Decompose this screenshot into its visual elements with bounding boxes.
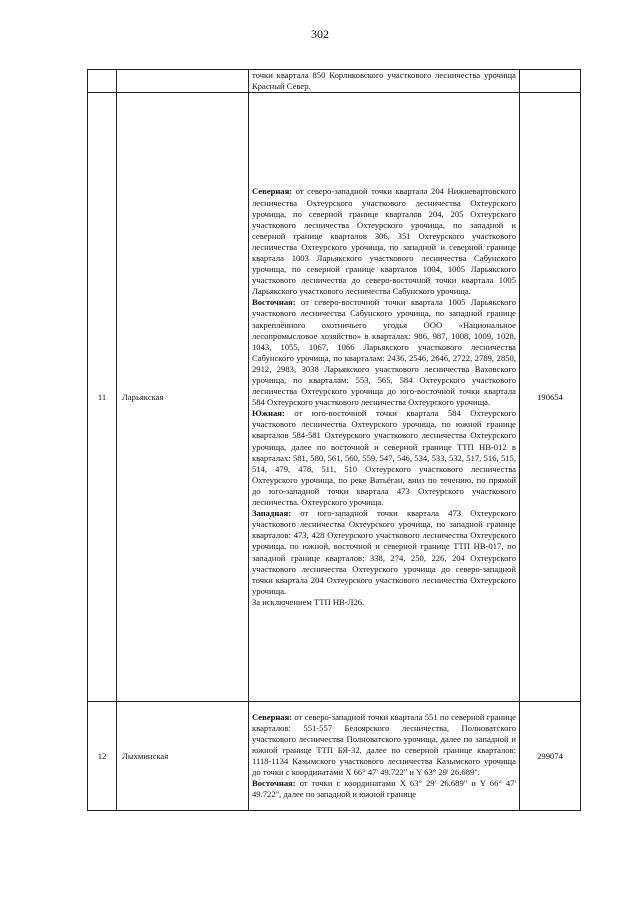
boundary-body: За исключением ТТП НВ-Л26. [252,596,365,607]
table-row [88,702,581,811]
boundary-heading: Западная: [252,508,292,519]
table-row [88,93,581,702]
boundary-body: точки квартала 850 Корликовского участкового лесничества урочища Красный Север. [252,70,516,92]
boundary-body: от точки с координатами X 63° 29' 26.689" и Y 66° 47' 49.722", далее по западной и южной границе [252,778,516,800]
boundary-heading: Восточная: [252,778,296,789]
table-row [88,70,581,93]
area-cell: 299074 [520,702,581,811]
area-cell [520,70,581,93]
boundary-description-cell [249,70,520,93]
boundary-body: от юго-восточной точки квартала 584 Охтеурского участкового лесничества Охтеурского урочища, по южной границе кварталов 584-581 Охтеурского участкового лесничества Охтеурского урочища, далее по восточной и северной границе ТТП НВ-012 в кварталах: 581, 580, 561, 560, 559, 547, 546, 534, 533, 532, 517, 516, 515, 514, 479, 478, 511, 510 Охтеурского участкового лесничества Охтеурского урочища, по реке Ватьёган, вниз по течению, по прямой до юго-западной точки квартала 473 Охтеурского участкового лесничества. Охтеурского урочища. [252,408,516,508]
boundary-exclusion [252,597,516,608]
boundary-heading: Восточная: [252,297,296,308]
boundary-north [252,186,516,297]
ground-name-cell [117,70,249,93]
boundary-body: от юго-западной точки квартала 473 Охтеурского участкового лесничества Охтеурского урочища, по западной границе кварталов: 473, 428 Охтеурского участкового лесничества Охтеурского урочища, по южной, восточной и северной границе ТТП НВ-017, по западной границе кварталов: 338, 274, 250, 226, 204 Охтеурского участкового лесничества Охтеурского урочища до северо-западной точки квартала 204 Охтеурского участкового лесничества Охтеурского урочища. [252,508,516,596]
boundary-body: от северо-западной точки квартала 204 Нижневартовского лесничества Охтеурского участкового лесничества Охтеурского урочища, по северной границе кварталов 204, 205 Охтеурского участкового лесничества Охтеурского урочища, по западной и северной границе кварталов 306, 351 Охтеурского участкового лесничества Охтеурского урочища, по западной и северной границе квартала 1003 Ларьякского участкового лесничества Сабунского урочища, по северной границе кварталов 1004, 1005 Ларьякского участкового лесничества до северо-восточной точки квартала 1005 Ларьякского участкового лесничества Сабунского урочища. [252,186,516,297]
boundary-description-cell [249,702,520,811]
boundary-south [252,408,516,508]
boundary-heading: Южная: [252,408,285,419]
boundary-heading: Северная: [252,711,293,722]
page-number: 302 [311,27,329,41]
boundary-west [252,508,516,597]
boundary-text [252,70,516,92]
area-cell: 190654 [520,93,581,702]
row-number-cell: 11 [88,93,117,702]
ground-name-cell: Лыхминская [117,702,249,811]
ground-name-cell: Ларьякская [117,93,249,702]
row-number-cell: 12 [88,702,117,811]
boundary-north [252,712,516,779]
boundary-east [252,778,516,800]
row-number-cell [88,70,117,93]
boundary-east [252,297,516,408]
hunting-grounds-table [87,69,581,811]
boundary-body: от северо-западной точки квартала 551 по северной границе кварталов: 551-557 Белоярского лесничества, Полноватского участкового лесничества Полноватского урочища, далее по западной и южной границе ТТП БЯ-32, далее по северной границе кварталов: 1118-1134 Казымского участкового лесничества Казымского урочища до точки с координатами X 66° 47' 49.722" и Y 63° 29' 26.689". [252,711,516,778]
boundary-heading: Северная: [252,186,293,197]
boundary-body: от северо-восточной точки квартала 1005 Ларьякского участкового лесничества Сабунского урочища, по западной границе закреплённого охотничьего угодья ООО «Национальное лесопромысловое хозяйство» в кварталах: 986, 987, 1008, 1009, 1028, 1043, 1055, 1067, 1066 Ларьякского участкового лесничества Сабунского урочища, по кварталам: 2436, 2546, 2646, 2722, 2789, 2850, 2912, 2983, 3038 Ларьякского участкового лесничества Ваховского урочища, по кварталам: 553, 565, 584 Охтеурского участкового лесничества Охтеурского урочища до юго-восточной точки квартала 584 Охтеурского участкового лесничества Охтеурского урочища. [252,297,516,408]
boundary-description-cell [249,93,520,702]
